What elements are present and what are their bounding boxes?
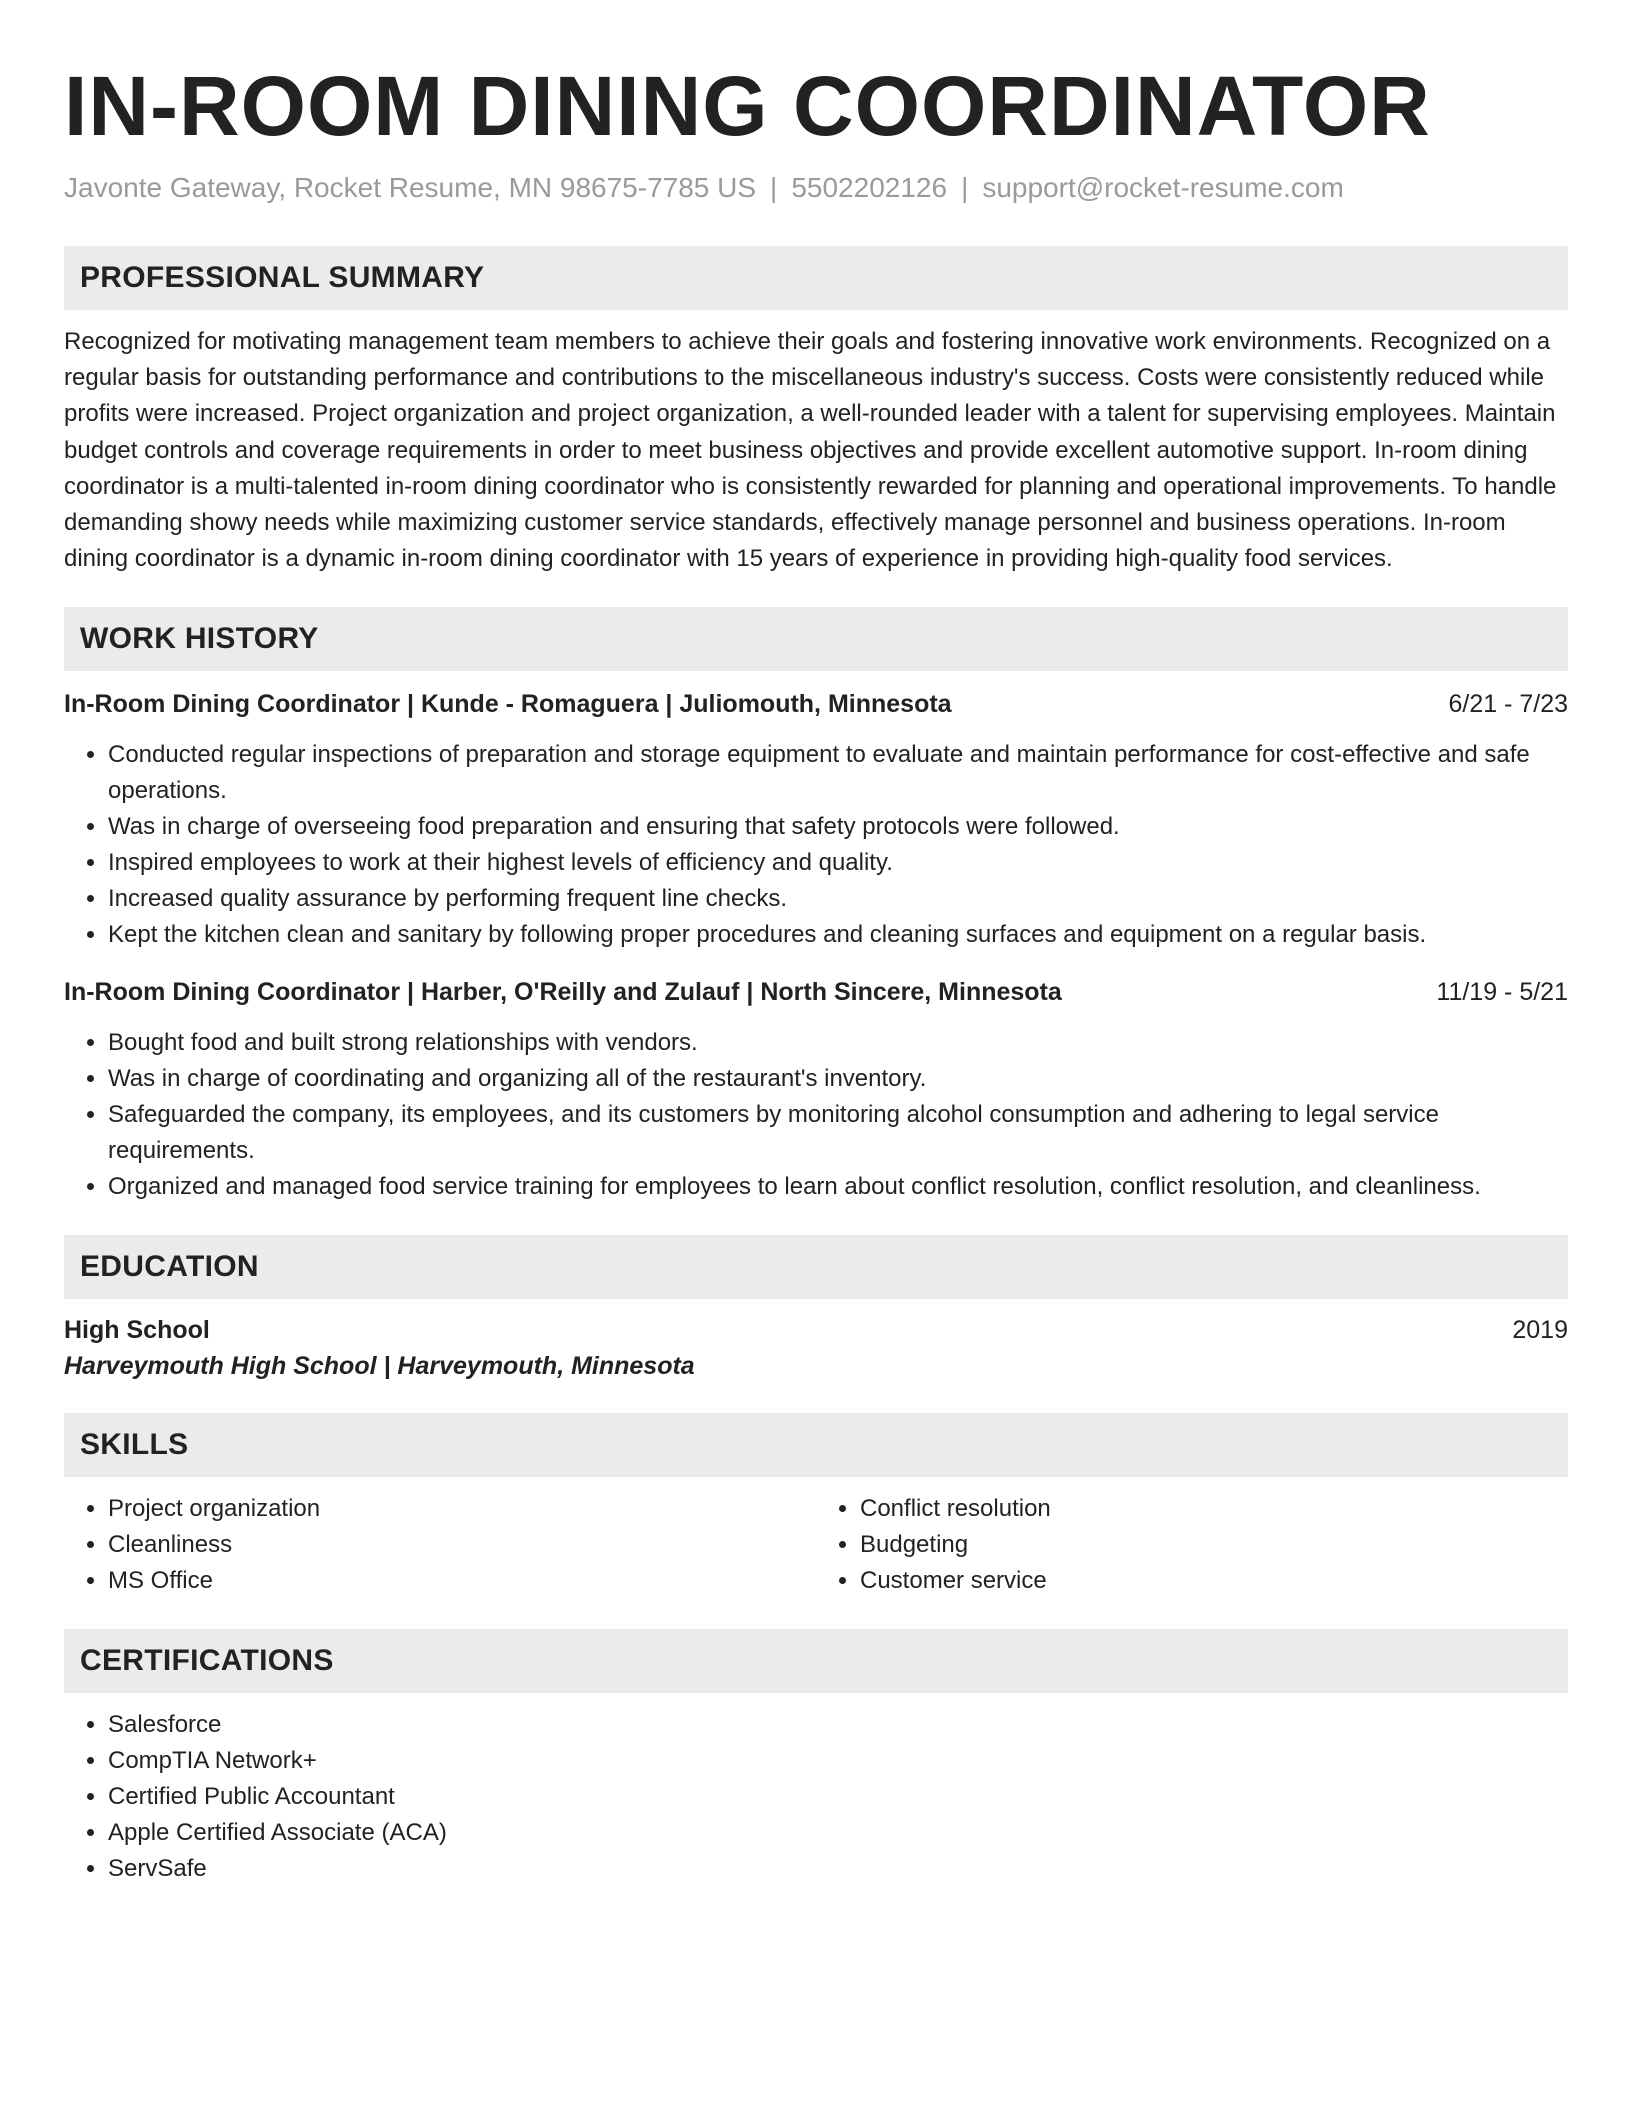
contact-address: Javonte Gateway, Rocket Resume, MN 98675-7785 US [64, 172, 757, 203]
section-heading-education: EDUCATION [64, 1235, 1568, 1299]
list-item: • Kept the kitchen clean and sanitary by following proper procedures and cleaning surfaces and equipment on a regular basis. [108, 917, 1568, 953]
list-item: • Budgeting [860, 1527, 1568, 1563]
section-heading-certifications: CERTIFICATIONS [64, 1629, 1568, 1693]
education-year: 2019 [1512, 1316, 1568, 1345]
education-degree: High School [64, 1316, 210, 1345]
contact-phone: 5502202126 [791, 172, 948, 203]
job-bullets [64, 1025, 1568, 1205]
job-header [64, 975, 1568, 1009]
job-bullets [64, 737, 1568, 953]
list-item: • Increased quality assurance by performing frequent line checks. [108, 881, 1568, 917]
education-entry [64, 1313, 1568, 1385]
list-item: • Customer service [860, 1563, 1568, 1599]
job-dates: 11/19 - 5/21 [1436, 978, 1568, 1007]
skills-list [64, 1491, 1568, 1599]
list-item: • CompTIA Network+ [108, 1743, 1568, 1779]
list-item: • Salesforce [108, 1707, 1568, 1743]
section-heading-work-history: WORK HISTORY [64, 607, 1568, 671]
contact-separator: | [961, 172, 969, 203]
list-item: • Cleanliness [108, 1527, 816, 1563]
section-heading-summary: PROFESSIONAL SUMMARY [64, 246, 1568, 310]
contact-line [64, 170, 1568, 206]
list-item: • Project organization [108, 1491, 816, 1527]
list-item: • Organized and managed food service training for employees to learn about conflict resolution, conflict resolution, and cleanliness. [108, 1169, 1568, 1205]
list-item: • MS Office [108, 1563, 816, 1599]
list-item: • Inspired employees to work at their highest levels of efficiency and quality. [108, 845, 1568, 881]
job-dates: 6/21 - 7/23 [1448, 690, 1568, 719]
list-item: • Conducted regular inspections of preparation and storage equipment to evaluate and maintain performance for cost-effective and safe operations. [108, 737, 1568, 809]
education-header [64, 1313, 1568, 1347]
job-entry [64, 687, 1568, 953]
certifications-list [64, 1707, 1568, 1887]
section-heading-skills: SKILLS [64, 1413, 1568, 1477]
skills-column-right [816, 1491, 1568, 1599]
list-item: • Certified Public Accountant [108, 1779, 1568, 1815]
education-school: Harveymouth High School | Harveymouth, Minnesota [64, 1352, 695, 1381]
list-item: • ServSafe [108, 1851, 1568, 1887]
list-item: • Conflict resolution [860, 1491, 1568, 1527]
list-item: • Apple Certified Associate (ACA) [108, 1815, 1568, 1851]
resume-title: IN-ROOM DINING COORDINATOR [64, 59, 1431, 153]
skills-column-left [64, 1491, 816, 1599]
summary-text: Recognized for motivating management team members to achieve their goals and fostering innovative work environments. Recognized on a regular basis for outstanding performance and contributions to the miscellaneous industry's success. Costs were consistently reduced while profits were increased. Project organization and project organization, a well-rounded leader with a talent for supervising employees. Maintain budget controls and coverage requirements in order to meet business objectives and provide excellent automotive support. In-room dining coordinator is a multi-talented in-room dining coordinator who is consistently rewarded for planning and operational improvements. To handle demanding showy needs while maximizing customer service standards, effectively manage personnel and business operations. In-room dining coordinator is a dynamic in-room dining coordinator with 15 years of experience in providing high-quality food services. [64, 328, 1557, 573]
list-item: • Was in charge of overseeing food preparation and ensuring that safety protocols were followed. [108, 809, 1568, 845]
job-title: In-Room Dining Coordinator | Harber, O'Reilly and Zulauf | North Sincere, Minnesota [64, 978, 1062, 1007]
job-title: In-Room Dining Coordinator | Kunde - Romaguera | Juliomouth, Minnesota [64, 690, 952, 719]
job-entry [64, 975, 1568, 1205]
job-header [64, 687, 1568, 721]
list-item: • Safeguarded the company, its employees, and its customers by monitoring alcohol consumption and adhering to legal service requirements. [108, 1097, 1568, 1169]
contact-separator: | [770, 172, 778, 203]
contact-email: support@rocket-resume.com [982, 172, 1344, 203]
list-item: • Was in charge of coordinating and organizing all of the restaurant's inventory. [108, 1061, 1568, 1097]
list-item: • Bought food and built strong relationships with vendors. [108, 1025, 1568, 1061]
